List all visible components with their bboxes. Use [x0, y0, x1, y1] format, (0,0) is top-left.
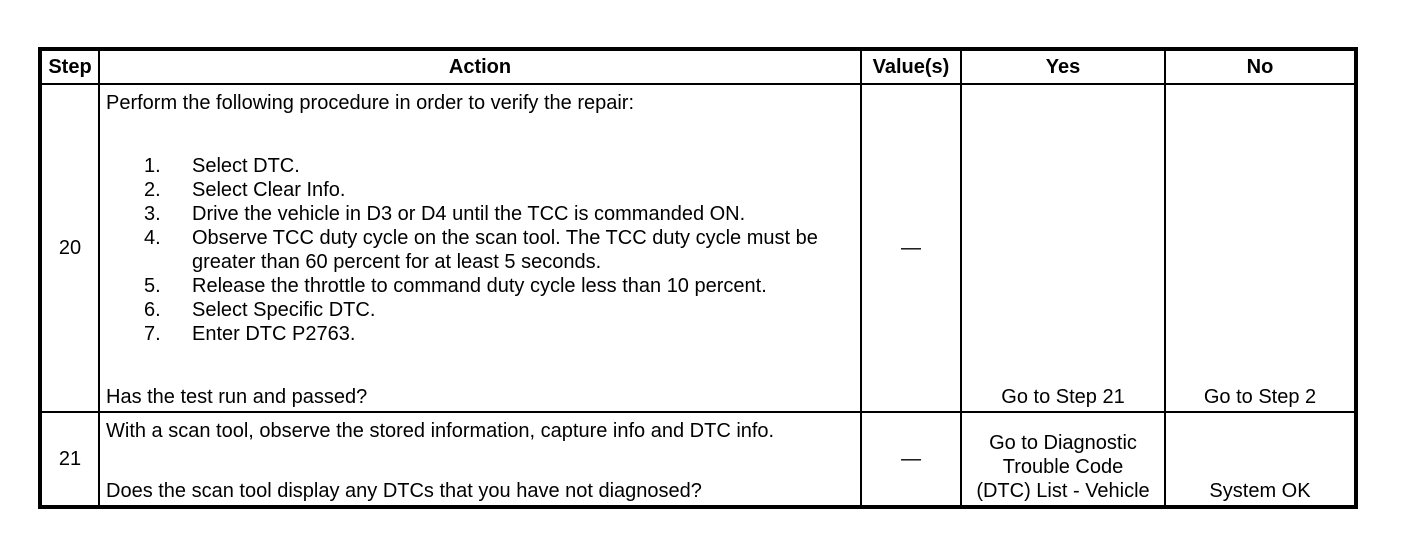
- list-item: [144, 322, 854, 346]
- values-cell: —: [861, 84, 961, 412]
- values-cell: —: [861, 412, 961, 506]
- action-cell: [99, 84, 861, 412]
- list-item-text: Enter DTC P2763.: [192, 323, 356, 345]
- action-intro: Perform the following procedure in order to verify the repair:: [106, 92, 635, 114]
- list-item-text: Select Specific DTC.: [192, 299, 376, 321]
- action-intro: With a scan tool, observe the stored information, capture info and DTC info.: [106, 420, 775, 442]
- header-step: Step: [41, 50, 99, 84]
- header-row: [41, 50, 1355, 84]
- yes-line: (DTC) List - Vehicle: [976, 480, 1150, 502]
- step-number: 20: [41, 84, 99, 412]
- action-question: Has the test run and passed?: [106, 386, 368, 408]
- yes-cell: [961, 412, 1165, 506]
- list-item: [144, 178, 854, 202]
- no-cell: System OK: [1165, 412, 1355, 506]
- diagnostic-document: [38, 47, 1358, 509]
- action-cell: [99, 412, 861, 506]
- list-item-number: 3.: [144, 203, 161, 225]
- header-yes: Yes: [961, 50, 1165, 84]
- table-row: [41, 412, 1355, 506]
- list-item-text: Select Clear Info.: [192, 179, 346, 201]
- table-row: [41, 84, 1355, 412]
- list-item: [144, 154, 854, 178]
- procedure-list: [106, 154, 854, 346]
- list-item-number: 6.: [144, 299, 161, 321]
- list-item: [144, 298, 854, 322]
- yes-line: Go to Diagnostic: [989, 432, 1137, 454]
- list-item-text: Select DTC.: [192, 155, 300, 177]
- header-values: Value(s): [861, 50, 961, 84]
- list-item-number: 1.: [144, 155, 161, 177]
- diagnostic-table: [38, 47, 1358, 509]
- header-action: Action: [99, 50, 861, 84]
- no-cell: Go to Step 2: [1165, 84, 1355, 412]
- yes-line: Trouble Code: [1002, 456, 1124, 478]
- list-item-number: 5.: [144, 275, 161, 297]
- yes-cell: Go to Step 21: [961, 84, 1165, 412]
- list-item-text: Drive the vehicle in D3 or D4 until the TCC is commanded ON.: [192, 203, 746, 225]
- list-item-text: Observe TCC duty cycle on the scan tool. The TCC duty cycle must be greater than 60 percent for at least 5 seconds.: [192, 227, 818, 273]
- list-item-text: Release the throttle to command duty cycle less than 10 percent.: [192, 275, 767, 297]
- list-item-number: 4.: [144, 227, 161, 249]
- step-number: 21: [41, 412, 99, 506]
- list-item-number: 2.: [144, 179, 161, 201]
- action-question: Does the scan tool display any DTCs that you have not diagnosed?: [106, 480, 702, 502]
- list-item: [144, 274, 854, 298]
- list-item-number: 7.: [144, 323, 161, 345]
- list-item: [144, 226, 854, 274]
- list-item: [144, 202, 854, 226]
- header-no: No: [1165, 50, 1355, 84]
